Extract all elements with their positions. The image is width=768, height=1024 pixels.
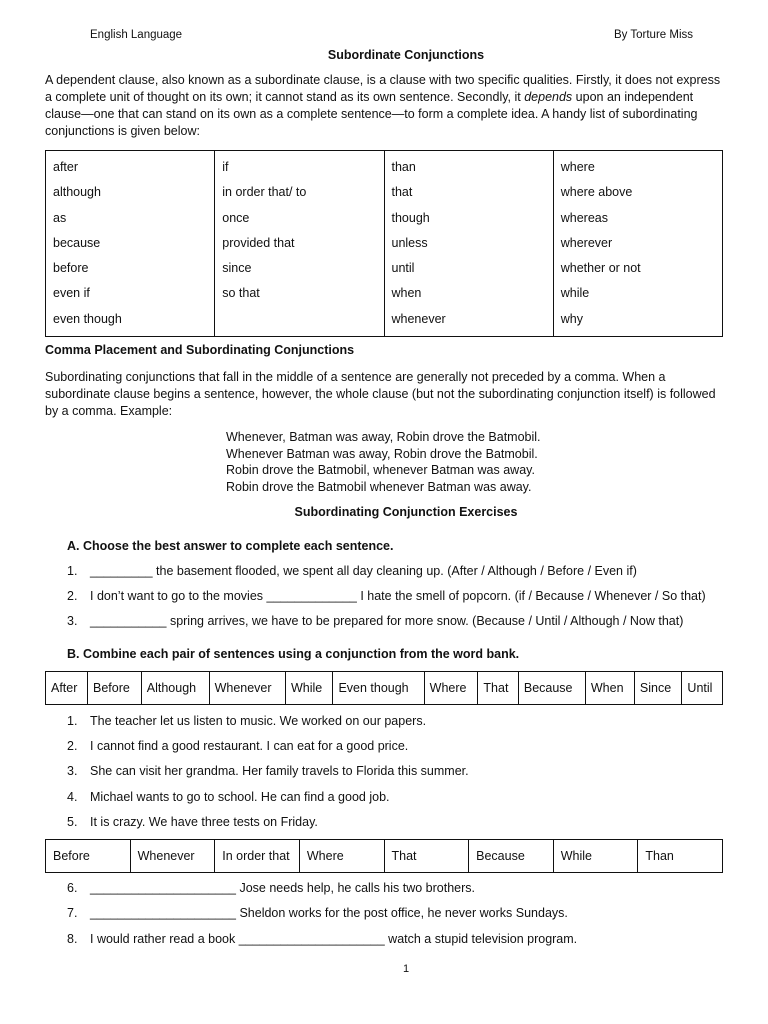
- conjunction-cell: although: [53, 185, 101, 200]
- conjunction-cell: that: [391, 185, 413, 200]
- word-bank-cell: After: [46, 672, 88, 705]
- conjunction-column-4: [553, 151, 722, 337]
- conjunction-cell: as: [53, 210, 67, 225]
- item-text: _____________________ Sheldon works for the post office, he never works Sundays.: [90, 906, 568, 920]
- item-number: 1.: [67, 714, 78, 728]
- item-text: ___________ spring arrives, we have to be prepared for more snow. (Because / Until / Although / Now that): [90, 614, 684, 628]
- word-bank-cell: Although: [141, 672, 209, 705]
- word-bank-cell: While: [553, 840, 638, 873]
- word-bank-cell: Even though: [333, 672, 424, 705]
- item-text: Michael wants to go to school. He can find a good job.: [90, 790, 390, 804]
- conjunction-column-2: [215, 151, 384, 337]
- word-bank-2: [45, 839, 723, 873]
- item-number: 3.: [67, 614, 78, 628]
- page-number: 1: [402, 963, 410, 975]
- item-text: _____________________ Jose needs help, he calls his two brothers.: [90, 881, 476, 895]
- item-text: I would rather read a book _____________________ watch a stupid television program.: [90, 932, 578, 946]
- intro-text-2: upon an independent clause—one that can stand on its own as a complete sentence—to form a complete idea. A handy list of subordinating conjunctions is given below:: [45, 90, 698, 138]
- word-bank-cell: In order that: [215, 840, 300, 873]
- word-bank-cell: That: [478, 672, 518, 705]
- item-number: 1.: [67, 564, 78, 578]
- example-line: Whenever Batman was away, Robin drove the Batmobil.: [226, 446, 538, 461]
- item-number: 4.: [67, 790, 78, 804]
- conjunction-table: [45, 150, 723, 337]
- word-bank-cell: Whenever: [209, 672, 285, 705]
- header-author: By Torture Miss: [613, 29, 693, 41]
- word-bank-cell: Where: [424, 672, 478, 705]
- example-sentences: [226, 429, 541, 495]
- conjunction-cell: even if: [53, 286, 90, 301]
- conjunction-cell: because: [53, 235, 101, 250]
- conjunction-cell: in order that/ to: [222, 185, 307, 200]
- section-a-heading: A. Choose the best answer to complete each sentence.: [67, 539, 394, 553]
- exercises-title: Subordinating Conjunction Exercises: [294, 505, 518, 519]
- conjunction-cell: where above: [560, 185, 633, 200]
- word-bank-cell: Because: [518, 672, 585, 705]
- page-title: Subordinate Conjunctions: [327, 48, 485, 62]
- word-bank-cell: Before: [88, 672, 142, 705]
- word-bank-cell: While: [285, 672, 332, 705]
- conjunction-cell: after: [53, 160, 79, 174]
- word-bank-cell: When: [585, 672, 634, 705]
- intro-emphasis: depends: [524, 90, 573, 104]
- item-number: 2.: [67, 739, 78, 753]
- example-line: Robin drove the Batmobil whenever Batman was away.: [226, 479, 532, 494]
- item-number: 3.: [67, 764, 78, 778]
- word-bank-cell: Before: [46, 840, 131, 873]
- conjunction-cell: wherever: [560, 235, 613, 250]
- conjunction-cell: if: [222, 160, 229, 174]
- item-text: I don’t want to go to the movies _____________ I hate the smell of popcorn. (if / Because / Whenever / So that): [90, 589, 706, 603]
- word-bank-cell: Because: [469, 840, 554, 873]
- section-b-heading: B. Combine each pair of sentences using a conjunction from the word bank.: [67, 647, 520, 661]
- conjunction-cell: why: [560, 311, 583, 326]
- word-bank-cell: That: [384, 840, 469, 873]
- word-bank-1: [45, 671, 723, 705]
- intro-paragraph: [45, 72, 725, 140]
- conjunction-column-1: [46, 151, 215, 337]
- item-number: 7.: [67, 906, 78, 920]
- conjunction-cell: whereas: [560, 210, 608, 225]
- item-text: I cannot find a good restaurant. I can eat for a good price.: [90, 739, 409, 753]
- conjunction-cell: when: [391, 286, 422, 301]
- item-text: _________ the basement flooded, we spent all day cleaning up. (After / Although / Before / Even if): [90, 564, 637, 578]
- item-text: She can visit her grandma. Her family travels to Florida this summer.: [90, 764, 469, 778]
- conjunction-cell: until: [391, 261, 415, 276]
- item-text: The teacher let us listen to music. We worked on our papers.: [90, 714, 427, 728]
- header-subject: English Language: [90, 29, 183, 41]
- conjunction-cell: whether or not: [560, 261, 641, 276]
- word-bank-cell: Since: [634, 672, 682, 705]
- word-bank-cell: Than: [638, 840, 723, 873]
- word-bank-cell: Until: [682, 672, 723, 705]
- conjunction-cell: so that: [222, 286, 260, 301]
- intro-text-1: A dependent clause, also known as a subordinate clause, is a clause with two specific qualities. Firstly, it does not express a complete unit of thought on its own; it cannot stand as its own sentence. Secondly, it: [45, 73, 721, 104]
- conjunction-cell: unless: [391, 235, 428, 250]
- word-bank-cell: Whenever: [130, 840, 215, 873]
- conjunction-cell: before: [53, 261, 89, 276]
- conjunction-cell: even though: [53, 311, 122, 326]
- comma-heading: Comma Placement and Subordinating Conjunctions: [45, 343, 355, 357]
- conjunction-column-3: [384, 151, 553, 337]
- item-number: 2.: [67, 589, 78, 603]
- conjunction-cell: while: [560, 286, 590, 301]
- item-number: 8.: [67, 932, 78, 946]
- conjunction-cell: where: [560, 160, 595, 174]
- conjunction-cell: whenever: [391, 311, 446, 326]
- comma-paragraph: Subordinating conjunctions that fall in the middle of a sentence are generally not preceded by a comma. When a subordinate clause begins a sentence, however, the whole clause (but not the subordinating conjunction itself) is followed by a comma. Example:: [45, 370, 716, 418]
- item-number: 6.: [67, 881, 78, 895]
- item-number: 5.: [67, 815, 78, 829]
- conjunction-cell: since: [222, 261, 252, 276]
- conjunction-cell: provided that: [222, 235, 295, 250]
- conjunction-cell: once: [222, 210, 250, 225]
- conjunction-cell: though: [391, 210, 430, 225]
- item-text: It is crazy. We have three tests on Friday.: [90, 815, 318, 829]
- conjunction-cell: than: [391, 160, 416, 174]
- example-line: Robin drove the Batmobil, whenever Batman was away.: [226, 463, 535, 477]
- example-line: Whenever, Batman was away, Robin drove the Batmobil.: [226, 430, 541, 444]
- word-bank-cell: Where: [299, 840, 384, 873]
- conjunction-cell: [222, 307, 376, 332]
